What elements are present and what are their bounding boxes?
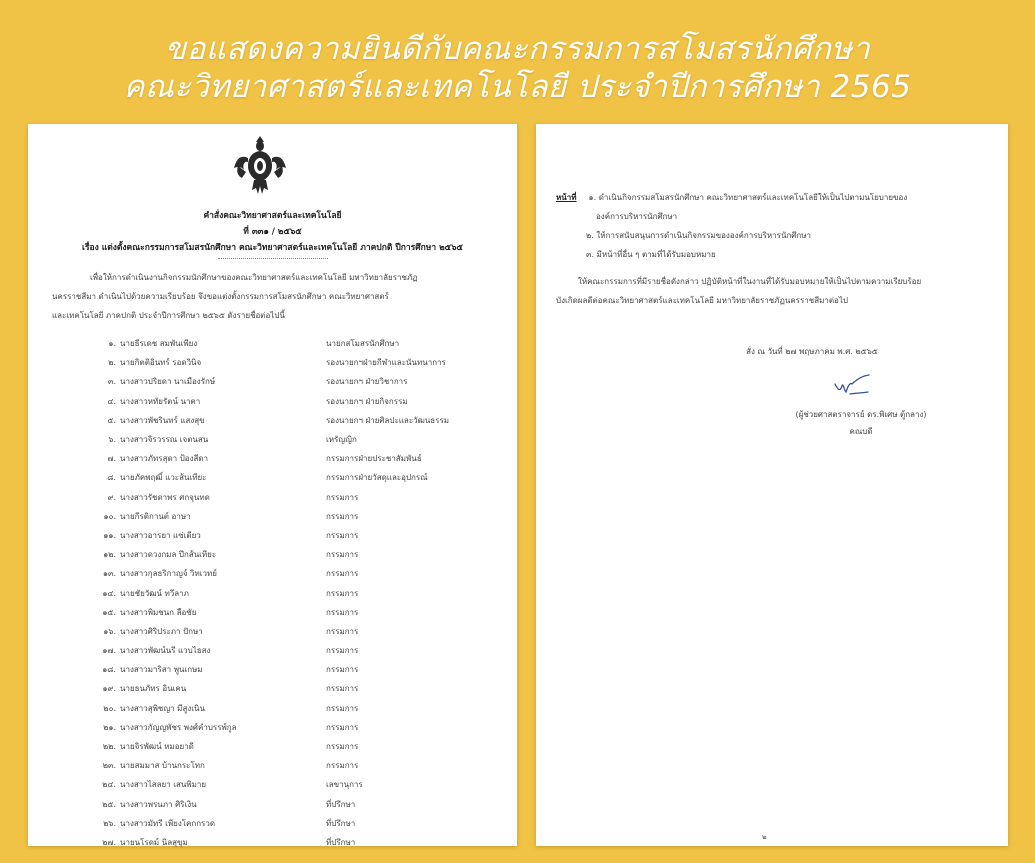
member-name: นายชัยวัฒน์ ทวีลาภ bbox=[120, 588, 189, 598]
member-role: กรรมการ bbox=[326, 742, 359, 752]
member-name: นางสาวจิรวรรณ เจตนสน bbox=[120, 435, 209, 445]
headline-line-2: คณะวิทยาศาสตร์และเทคโนโลยี ประจำปีการศึกษา 2565 bbox=[123, 69, 912, 105]
member-role: กรรมการ bbox=[326, 722, 359, 732]
member-name: นางสาวหทัยรัตน์ นาคา bbox=[120, 396, 201, 406]
member-row bbox=[102, 737, 502, 756]
separator-dots bbox=[218, 258, 328, 259]
member-num: ๒๕. bbox=[102, 799, 116, 809]
member-list bbox=[102, 334, 502, 852]
member-num: ๑๕. bbox=[102, 607, 116, 617]
member-name: นางสาวกุลธริกาญจ์ วิทเวทย์ bbox=[120, 569, 217, 579]
member-row bbox=[102, 660, 502, 679]
member-name: นางสาวรัชดาพร ศกจุนทด bbox=[120, 492, 210, 502]
member-row bbox=[102, 353, 502, 372]
member-row bbox=[102, 833, 502, 852]
member-num: ๑๑. bbox=[103, 530, 116, 540]
signer-title: คณบดี bbox=[849, 427, 873, 436]
headline-line-1: ขอแสดงความยินดีกับคณะกรรมการสโมสรนักศึกษา bbox=[164, 31, 871, 67]
member-role: กรรมการ bbox=[326, 588, 359, 598]
duty-item-1-continued: องค์การบริหารนักศึกษา bbox=[596, 212, 678, 221]
member-row bbox=[102, 814, 502, 833]
member-num: ๑๘. bbox=[102, 665, 116, 675]
member-row bbox=[102, 756, 502, 775]
member-num: ๖. bbox=[108, 435, 116, 445]
member-num: ๑๐. bbox=[103, 511, 116, 521]
member-num: ๔. bbox=[107, 396, 116, 406]
member-row bbox=[102, 411, 502, 430]
page-number: ๒ bbox=[762, 833, 767, 841]
member-num: ๒๓. bbox=[102, 761, 116, 771]
order-subject: เรื่อง แต่งตั้งคณะกรรมการสโมสรนักศึกษา คณะวิทยาศาสตร์และเทคโนโลยี ภาคปกติ ปีการศึกษา ๒๕๖๕ bbox=[82, 243, 463, 253]
order-number: ที่ ๓๓๑ / ๒๕๖๕ bbox=[243, 227, 302, 237]
member-role: กรรมการ bbox=[326, 626, 359, 636]
member-name: นางสาวพรนภา ศิริเงิน bbox=[120, 799, 197, 809]
signature-image bbox=[832, 372, 872, 398]
member-role: กรรมการ bbox=[326, 684, 359, 694]
member-num: ๒. bbox=[108, 358, 116, 368]
intro-line-3: และเทคโนโลยี ภาคปกติ ประจำปีการศึกษา ๒๕๖๕ ดังรายชื่อต่อไปนี้ bbox=[52, 311, 285, 320]
member-role: ที่ปรึกษา bbox=[326, 837, 356, 847]
member-row bbox=[102, 392, 502, 411]
member-row bbox=[102, 564, 502, 583]
member-role: รองนายกฯฝ่ายกีฬาและนันทนาการ bbox=[326, 358, 446, 368]
member-name: นายธีรเดช สมพันเพียง bbox=[120, 339, 198, 349]
member-row bbox=[102, 583, 502, 602]
member-name: นายธนภัทร อินเคน bbox=[120, 684, 187, 694]
closing-paragraph bbox=[556, 272, 996, 310]
member-num: ๒๑. bbox=[103, 722, 116, 732]
member-name: นางสาวภัทรสุดา ป้องสีดา bbox=[120, 454, 209, 464]
member-name: นางสาวมาริสา พูนเกษม bbox=[120, 665, 203, 675]
member-role: นายกสโมสรนักศึกษา bbox=[326, 339, 400, 349]
member-name: นางสาวไสลยา เสนพิมาย bbox=[120, 780, 207, 790]
member-num: ๑๖. bbox=[103, 626, 116, 636]
duty-item-3: ๓. มีหน้าที่อื่น ๆ ตามที่ได้รับมอบหมาย bbox=[586, 250, 716, 259]
closing-line-1: ให้คณะกรรมการที่มีรายชื่อดังกล่าว ปฏิบัติหน้าที่ในงานที่ได้รับมอบหมายให้เป็นไปตามความเรียบร้อย bbox=[578, 277, 922, 286]
member-name: นางสาวศิริประภา ปักษา bbox=[120, 626, 203, 636]
member-role: เลขานุการ bbox=[326, 780, 363, 790]
member-name: นางสาวอารยา แซ่เตียว bbox=[120, 530, 201, 540]
member-role: กรรมการ bbox=[326, 646, 359, 656]
member-name: นางสาวพัชรินทร์ แสงสุข bbox=[120, 415, 205, 425]
member-role: เหรัญญิก bbox=[326, 435, 357, 445]
intro-line-1: เพื่อให้การดำเนินงานกิจกรรมนักศึกษาของคณะวิทยาศาสตร์และเทคโนโลยี มหาวิทยาลัยราชภัฏ bbox=[90, 273, 418, 282]
member-name: นางสาวพัฒน์นรี แวบไธสง bbox=[120, 646, 211, 656]
member-num: ๙. bbox=[107, 492, 116, 502]
order-intro bbox=[52, 268, 498, 325]
member-name: นายนโรดม์ นิลสุขุม bbox=[120, 837, 188, 847]
intro-line-2: นครราชสีมา ดำเนินไปด้วยความเรียบร้อย จึงขอแต่งตั้งกรรมการสโมสรนักศึกษา คณะวิทยาศาสตร์ bbox=[52, 292, 389, 301]
member-num: ๒๒. bbox=[102, 742, 116, 752]
member-num: ๕. bbox=[107, 415, 116, 425]
member-name: นายสมมาส บ้านกระโทก bbox=[120, 761, 205, 771]
member-num: ๑๒. bbox=[103, 550, 116, 560]
member-row bbox=[102, 488, 502, 507]
member-name: นายภัคพฤฒิ์ แวะส้นเทียะ bbox=[120, 473, 207, 483]
member-num: ๒๐. bbox=[103, 703, 116, 713]
duty-item-2: ๒. ให้การสนับสนุนการดำเนินกิจกรรมขององค์การบริหารนักศึกษา bbox=[586, 231, 811, 240]
member-row bbox=[102, 718, 502, 737]
member-role: กรรมการ bbox=[326, 511, 359, 521]
member-role: กรรมการ bbox=[326, 492, 359, 502]
headline bbox=[0, 30, 1035, 106]
member-num: ๓. bbox=[107, 377, 116, 387]
member-role: รองนายกฯ ฝ่ายวิชาการ bbox=[326, 377, 408, 387]
member-role: กรรมการ bbox=[326, 550, 359, 560]
member-row bbox=[102, 526, 502, 545]
member-num: ๘. bbox=[107, 473, 116, 483]
member-role: กรรมการ bbox=[326, 761, 359, 771]
member-row bbox=[102, 430, 502, 449]
garuda-emblem-icon bbox=[234, 136, 286, 194]
member-name: นายจิรพัฒน์ หมอยาดี bbox=[120, 742, 194, 752]
member-row bbox=[102, 372, 502, 391]
member-role: รองนายกฯ ฝ่ายกิจกรรม bbox=[326, 396, 408, 406]
member-row bbox=[102, 507, 502, 526]
member-role: กรรมการ bbox=[326, 530, 359, 540]
document-page-2 bbox=[536, 124, 1008, 846]
member-num: ๑. bbox=[108, 339, 116, 349]
member-name: นางสาวปริยดา นาเมืองรักษ์ bbox=[120, 377, 216, 387]
member-row bbox=[102, 795, 502, 814]
member-name: นายกิตติอินทร์ รอดวินิจ bbox=[120, 358, 202, 368]
member-name: นางสาวพิมชนก ลือชัย bbox=[120, 607, 197, 617]
member-row bbox=[102, 622, 502, 641]
member-row bbox=[102, 334, 502, 353]
order-issuer: คำสั่งคณะวิทยาศาสตร์และเทคโนโลยี bbox=[203, 211, 342, 221]
member-row bbox=[102, 679, 502, 698]
member-num: ๑๓. bbox=[102, 569, 116, 579]
member-role: กรรมการฝ่ายประชาสัมพันธ์ bbox=[326, 454, 422, 464]
member-name: นางสาวสุพิชญา มีสูงเนิน bbox=[120, 703, 205, 713]
member-num: ๒๔. bbox=[102, 780, 116, 790]
member-role: กรรมการ bbox=[326, 665, 359, 675]
member-role: ที่ปรึกษา bbox=[326, 799, 356, 809]
member-role: ที่ปรึกษา bbox=[326, 818, 356, 828]
document-page-1 bbox=[28, 124, 517, 846]
member-num: ๒๖. bbox=[103, 818, 116, 828]
signer-name: (ผู้ช่วยศาสตราจารย์ ดร.พิเศษ ตู้กลาง) bbox=[795, 410, 927, 419]
member-row bbox=[102, 641, 502, 660]
member-name: นางสาวมัทรี เพียงโคกกรวด bbox=[120, 818, 216, 828]
member-role: กรรมการ bbox=[326, 569, 359, 579]
member-row bbox=[102, 699, 502, 718]
member-role: กรรมการ bbox=[326, 703, 359, 713]
member-num: ๑๙. bbox=[102, 684, 116, 694]
member-num: ๑๔. bbox=[102, 588, 116, 598]
member-num: ๑๗. bbox=[102, 646, 116, 656]
duties-label: หน้าที่ bbox=[556, 193, 577, 202]
member-role: กรรมการฝ่ายวัสดุและอุปกรณ์ bbox=[326, 473, 428, 483]
member-row bbox=[102, 775, 502, 794]
order-date: สั่ง ณ วันที่ ๒๗ พฤษภาคม พ.ศ. ๒๕๖๕ bbox=[746, 347, 878, 356]
member-row bbox=[102, 545, 502, 564]
member-row bbox=[102, 449, 502, 468]
member-num: ๒๗. bbox=[102, 837, 116, 847]
duty-item-1: ๑. ดำเนินกิจกรรมสโมสรนักศึกษา คณะวิทยาศาสตร์และเทคโนโลยีให้เป็นไปตามนโยบายของ bbox=[588, 193, 908, 202]
member-role: รองนายกฯ ฝ่ายศิลปะและวัฒนธรรม bbox=[326, 415, 450, 425]
member-name: นายกีรติกานต์ อาษา bbox=[120, 511, 191, 521]
member-row bbox=[102, 468, 502, 487]
duties-section bbox=[556, 188, 996, 264]
member-num: ๗. bbox=[107, 454, 116, 464]
member-row bbox=[102, 603, 502, 622]
member-name: นางสาวกัญญพัชร พงศ์คำบรรพ์กูล bbox=[120, 722, 237, 732]
member-name: นางสาวดวงกมล ปึกส้นเทียะ bbox=[120, 550, 217, 560]
closing-line-2: บังเกิดผลดีต่อคณะวิทยาศาสตร์และเทคโนโลยี มหาวิทยาลัยราชภัฏนครราชสีมาต่อไป bbox=[556, 296, 848, 305]
member-role: กรรมการ bbox=[326, 607, 359, 617]
